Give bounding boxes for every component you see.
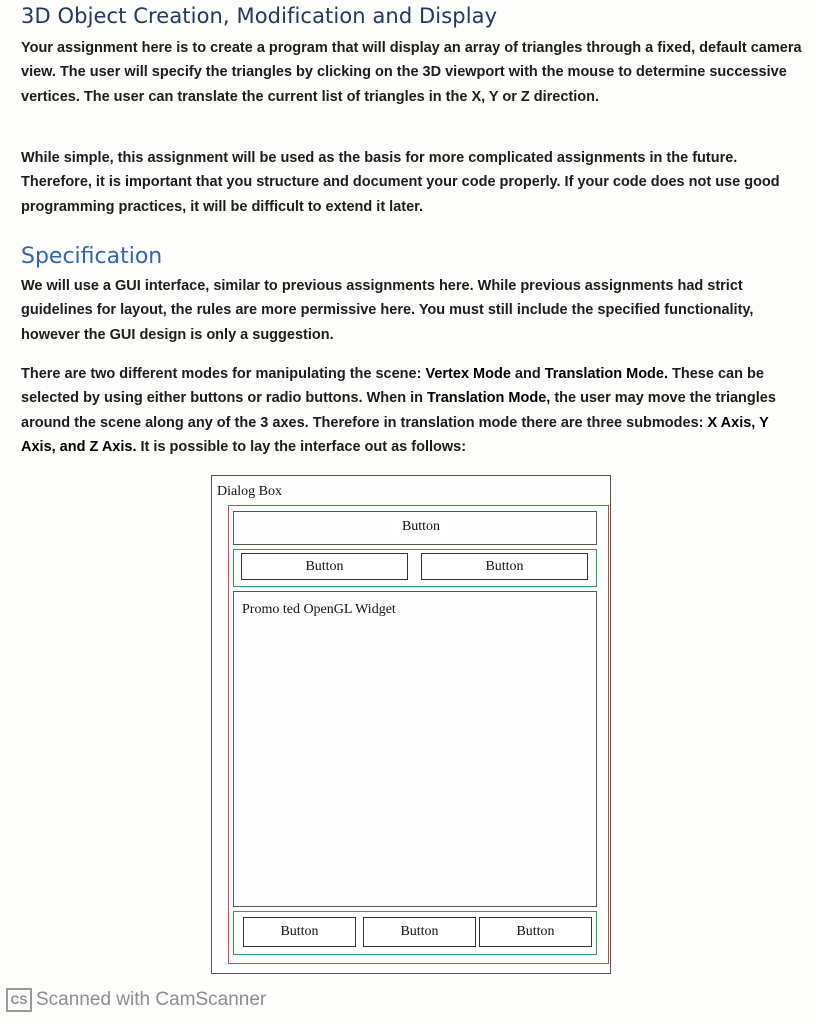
mode-button-1-label: Button: [305, 559, 344, 574]
section-heading: Specification: [21, 244, 163, 269]
spec-paragraph-2: [21, 362, 806, 460]
opengl-widget[interactable]: [233, 591, 597, 907]
spec-paragraph-1: We will use a GUI interface, similar to previous assignments here. While previous assignments had strict guidelines for layout, the rules are more permissive here. You must still include the specified functionality, however the GUI design is only a suggestion.: [21, 278, 754, 343]
top-button-label: Button: [401, 519, 441, 534]
mode-button-1[interactable]: [241, 553, 408, 580]
mode-button-2[interactable]: [421, 553, 588, 580]
axis-button-2[interactable]: [363, 917, 476, 947]
spec-text-a: There are two different modes for manipulating the scene:: [21, 366, 426, 382]
axis-button-3-label: Button: [516, 924, 555, 939]
camscanner-watermark: [6, 988, 266, 1012]
axes-term: X Axis, Y Axis, and Z Axis.: [21, 414, 769, 456]
page-title: 3D Object Creation, Modification and Display: [21, 4, 498, 28]
mode-button-2-label: Button: [485, 559, 524, 574]
spec-text-c: These can be selected by using either buttons or radio buttons. When in: [21, 366, 764, 407]
vertex-mode-term: Vertex Mode: [425, 366, 511, 382]
spec-text-d: the user may move the triangles around the scene along any of the 3 axes. Therefore in translation mode there are three submodes:: [21, 390, 776, 431]
intro-paragraph-2: While simple, this assignment will be used as the basis for more complicated assignments in the future. Therefore, it is important that you structure and document your code properly. If your code does not use good programming practices, it will be difficult to extend it later.: [21, 150, 780, 215]
intro-paragraph-1: Your assignment here is to create a program that will display an array of triangles through a fixed, default camera view. The user will specify the triangles by clicking on the 3D viewport with the mouse to determine successive vertices. The user can translate the current list of triangles in the X, Y or Z direction.: [21, 40, 802, 105]
gui-layout-diagram: [211, 475, 611, 975]
watermark-text: Scanned with CamScanner: [36, 989, 267, 1011]
spec-text-b: and: [510, 366, 545, 382]
axis-button-1-label: Button: [280, 924, 319, 939]
dialog-box-label: Dialog Box: [217, 484, 282, 499]
translation-mode-term-2: Translation Mode,: [427, 390, 551, 407]
axis-button-3[interactable]: [479, 917, 592, 947]
top-button[interactable]: [391, 517, 451, 539]
axis-button-1[interactable]: [243, 917, 356, 947]
translation-mode-term: Translation Mode.: [544, 366, 668, 382]
spec-text-e: It is possible to lay the interface out as follows:: [136, 439, 467, 456]
axis-button-2-label: Button: [400, 924, 439, 939]
opengl-widget-label: Promo ted OpenGL Widget: [242, 602, 396, 617]
camscanner-logo-icon: CS: [6, 988, 32, 1012]
